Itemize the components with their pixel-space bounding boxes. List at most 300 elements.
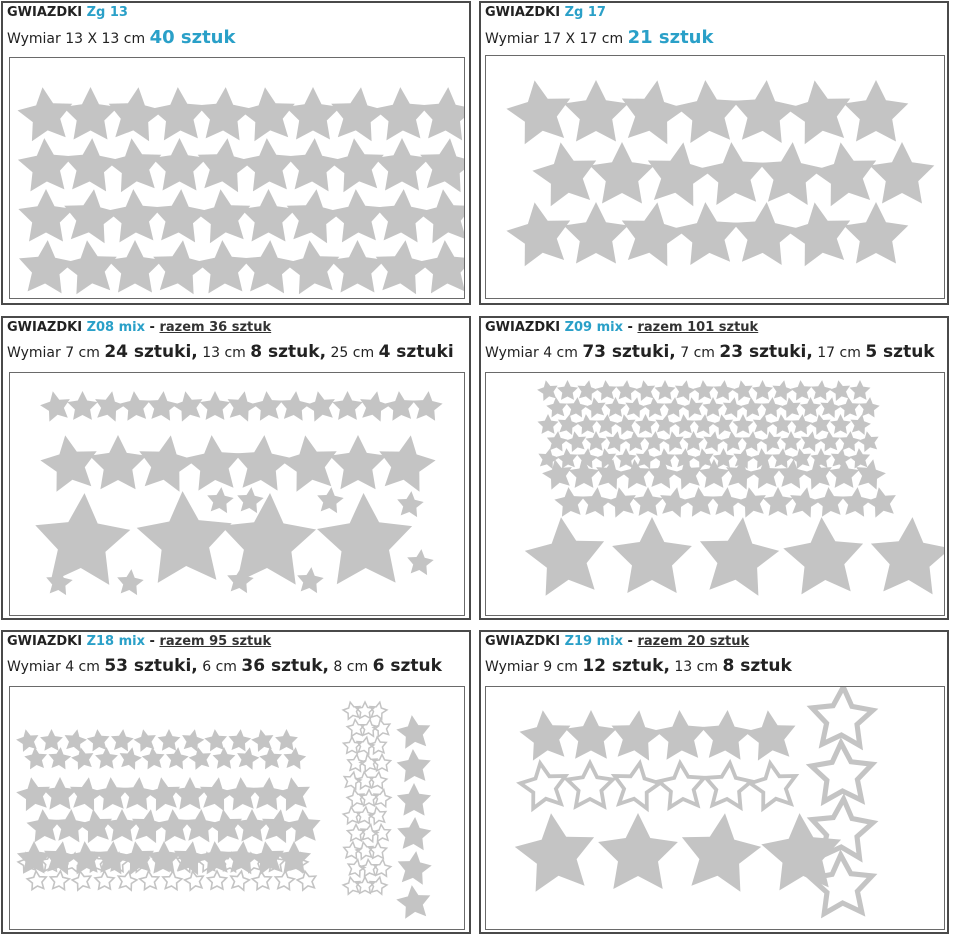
star-icon <box>525 517 604 595</box>
star-icon <box>420 87 465 140</box>
count-3: 4 sztuki <box>378 342 454 362</box>
star-icon <box>590 142 655 204</box>
star-icon <box>711 487 741 517</box>
star-outline-icon <box>567 763 613 806</box>
star-icon <box>701 710 752 760</box>
star-icon <box>682 813 761 891</box>
star-icon <box>829 459 859 488</box>
star-sheet-preview <box>9 57 465 299</box>
star-icon <box>360 391 390 421</box>
star-icon <box>635 414 656 434</box>
star-icon <box>242 240 297 293</box>
star-icon <box>158 729 181 751</box>
star-icon <box>763 487 793 516</box>
star-icon <box>759 142 824 205</box>
star-icon <box>605 397 626 417</box>
star-icon <box>506 80 570 144</box>
star-icon <box>18 189 73 242</box>
star-sheet-preview <box>485 55 945 299</box>
star-outline-icon <box>140 871 159 890</box>
star-outline-icon <box>95 871 114 889</box>
star-icon <box>684 487 714 517</box>
star-icon <box>841 487 871 517</box>
size-2: 13 cm <box>674 659 718 675</box>
star-icon <box>152 138 207 191</box>
star-icon <box>286 138 341 191</box>
star-sheet-svg <box>10 687 464 929</box>
panel-title <box>7 320 271 335</box>
star-icon <box>107 189 162 242</box>
star-icon <box>407 549 434 575</box>
star-outline-icon <box>356 702 373 718</box>
star-outline-icon <box>370 772 387 789</box>
star-icon <box>16 777 50 811</box>
title-separator: - <box>627 320 633 335</box>
total-count: razem 36 sztuk <box>159 320 272 335</box>
star-icon <box>870 142 935 204</box>
count-2: 8 sztuk, <box>250 342 327 362</box>
star-icon <box>612 710 663 760</box>
star-icon <box>564 202 629 264</box>
star-icon <box>275 729 298 751</box>
star-outline-icon <box>520 763 565 808</box>
star-icon <box>329 189 384 242</box>
star-icon <box>19 240 74 293</box>
star-icon <box>520 710 571 760</box>
size-3: 8 cm <box>333 659 369 675</box>
star-icon <box>564 80 629 142</box>
star-icon <box>771 414 792 434</box>
star-icon <box>844 202 909 264</box>
star-icon <box>675 202 740 265</box>
star-icon <box>166 747 189 769</box>
star-icon <box>78 809 112 843</box>
star-icon <box>648 142 712 206</box>
star-icon <box>35 493 130 585</box>
star-icon <box>297 567 324 593</box>
star-icon <box>237 747 259 770</box>
star-icon <box>850 414 871 435</box>
star-icon <box>606 431 627 452</box>
star-icon <box>107 240 162 293</box>
title-separator: - <box>627 634 633 649</box>
star-icon <box>196 240 251 293</box>
star-icon <box>139 435 195 491</box>
star-icon <box>237 487 264 513</box>
star-icon <box>622 202 686 266</box>
count-1: 12 sztuk, <box>582 656 670 676</box>
star-icon <box>636 448 657 469</box>
star-icon <box>700 517 779 595</box>
star-outline-icon <box>373 755 390 771</box>
star-icon <box>800 397 821 417</box>
star-icon <box>374 87 429 140</box>
star-icon <box>173 777 207 810</box>
star-icon <box>280 435 336 491</box>
star-outline-icon <box>356 877 373 893</box>
star-icon <box>581 487 611 517</box>
star-icon <box>153 240 208 294</box>
title-label: GWIAZDKI <box>485 634 561 649</box>
star-icon <box>786 80 850 144</box>
star-icon <box>329 138 384 192</box>
star-outline-icon <box>231 871 250 890</box>
star-icon <box>585 397 606 418</box>
title-label: GWIAZDKI <box>7 5 83 20</box>
star-outline-icon <box>812 799 873 858</box>
size-1: Wymiar 4 cm <box>485 345 578 361</box>
star-icon <box>598 813 678 889</box>
star-outline-icon <box>811 743 872 801</box>
title-label: GWIAZDKI <box>485 320 561 335</box>
star-icon <box>185 435 242 491</box>
star-icon <box>62 240 117 294</box>
star-icon <box>819 431 840 451</box>
total-count: razem 20 sztuk <box>637 634 750 649</box>
star-icon <box>27 809 61 842</box>
size-3: 25 cm <box>330 345 375 361</box>
star-icon <box>850 380 871 400</box>
star-icon <box>18 138 73 191</box>
panel-title <box>7 5 128 20</box>
star-icon <box>586 431 607 451</box>
star-icon <box>280 391 310 421</box>
panel-title <box>485 634 749 649</box>
star-icon <box>109 87 164 141</box>
product-panel-z09 <box>479 316 949 620</box>
star-outline-icon <box>360 790 377 806</box>
star-icon <box>379 435 435 491</box>
star-icon <box>812 142 876 206</box>
star-sheet-preview <box>9 686 465 930</box>
star-icon <box>693 448 714 469</box>
star-outline-icon <box>348 755 365 772</box>
star-icon <box>781 431 802 451</box>
star-icon <box>142 747 165 769</box>
total-count: razem 101 sztuk <box>637 320 759 335</box>
star-icon <box>674 414 695 434</box>
star-icon <box>105 809 139 842</box>
star-icon <box>197 87 252 140</box>
star-icon <box>287 809 321 842</box>
product-code: Z09 mix <box>564 320 624 335</box>
star-icon <box>317 487 344 513</box>
star-icon <box>418 240 464 293</box>
star-icon <box>644 397 665 417</box>
title-label: GWIAZDKI <box>7 634 83 649</box>
panel-title <box>7 634 271 649</box>
star-icon <box>733 202 798 265</box>
size-1: Wymiar 9 cm <box>485 659 578 675</box>
star-icon <box>200 391 230 420</box>
star-icon <box>565 710 616 759</box>
star-icon <box>396 715 430 749</box>
star-icon <box>786 202 850 266</box>
star-icon <box>182 729 204 752</box>
star-icon <box>576 414 597 434</box>
star-icon <box>120 391 150 421</box>
title-label: GWIAZDKI <box>7 320 83 335</box>
star-outline-icon <box>72 871 91 890</box>
star-icon <box>207 487 234 513</box>
star-sheet-svg <box>486 687 944 929</box>
star-icon <box>791 380 812 400</box>
star-icon <box>43 777 77 810</box>
star-icon <box>622 80 686 144</box>
star-icon <box>330 240 385 293</box>
product-panel-z18 <box>1 630 471 934</box>
count-1: 53 sztuki, <box>104 656 198 676</box>
panel-dimensions <box>485 656 792 676</box>
panel-dimensions <box>7 342 454 362</box>
title-label: GWIAZDKI <box>485 5 561 20</box>
star-icon <box>331 87 386 141</box>
count-1: 24 sztuki, <box>104 342 198 362</box>
star-icon <box>40 435 96 491</box>
star-icon <box>397 491 424 517</box>
product-code: Z19 mix <box>564 634 624 649</box>
star-icon <box>374 138 429 191</box>
star-outline-icon <box>370 877 387 894</box>
product-code: Z18 mix <box>86 634 146 649</box>
star-icon <box>147 391 177 421</box>
star-icon <box>213 747 236 769</box>
star-icon <box>683 431 704 451</box>
star-icon <box>64 138 119 191</box>
star-sheet-preview <box>485 686 945 930</box>
star-icon <box>420 138 464 192</box>
star-outline-icon <box>347 790 364 807</box>
star-outline-icon <box>369 842 386 858</box>
star-icon <box>396 885 430 919</box>
star-outline-icon <box>357 807 374 824</box>
star-icon <box>189 747 211 770</box>
star-icon <box>616 380 637 400</box>
star-icon <box>722 431 743 451</box>
star-icon <box>811 380 832 400</box>
star-icon <box>694 414 715 434</box>
star-icon <box>790 487 820 517</box>
star-sheet-svg <box>10 373 464 615</box>
star-icon <box>745 710 796 760</box>
star-outline-icon <box>360 860 377 877</box>
star-icon <box>63 87 118 140</box>
star-icon <box>241 189 296 242</box>
star-icon <box>305 391 335 421</box>
star-icon <box>107 138 162 192</box>
star-icon <box>633 487 663 516</box>
product-panel-z08 <box>1 316 471 620</box>
star-sheet-preview <box>9 372 465 616</box>
star-icon <box>557 448 578 468</box>
star-icon <box>532 142 596 206</box>
dims-label: Wymiar 13 X 13 cm <box>7 31 146 47</box>
star-sheet-svg <box>486 373 944 615</box>
star-icon <box>732 380 753 401</box>
title-separator: - <box>149 320 155 335</box>
star-icon <box>566 431 587 452</box>
star-icon <box>375 189 430 242</box>
star-icon <box>577 448 598 468</box>
star-outline-icon <box>356 772 373 789</box>
star-icon <box>612 517 692 593</box>
star-icon <box>810 414 831 435</box>
count-2: 8 sztuk <box>722 656 792 676</box>
star-icon <box>726 459 756 489</box>
star-icon <box>703 431 724 452</box>
star-icon <box>703 397 724 417</box>
star-outline-icon <box>373 825 390 842</box>
count-2: 23 sztuki, <box>719 342 813 362</box>
star-icon <box>285 87 340 140</box>
star-outline-icon <box>361 720 378 737</box>
star-outline-icon <box>297 871 316 890</box>
product-panel-zg17 <box>479 1 949 305</box>
star-icon <box>814 487 844 517</box>
star-outline-icon <box>343 702 360 719</box>
product-code: Zg 17 <box>564 5 606 20</box>
star-icon <box>418 189 464 243</box>
star-sheet-svg <box>486 56 944 298</box>
star-outline-icon <box>163 871 182 890</box>
star-icon <box>95 747 118 769</box>
star-icon <box>221 493 316 585</box>
star-icon <box>196 189 251 243</box>
star-icon <box>557 380 578 400</box>
star-icon <box>252 391 282 421</box>
star-icon <box>538 414 559 434</box>
star-icon <box>635 380 656 401</box>
star-icon <box>153 189 208 242</box>
star-icon <box>752 380 773 400</box>
panel-dimensions <box>7 27 235 48</box>
star-icon <box>95 391 125 421</box>
size-2: 6 cm <box>202 659 237 675</box>
star-icon <box>733 80 798 143</box>
star-outline-icon <box>344 842 361 859</box>
star-icon <box>537 380 558 401</box>
star-icon <box>120 747 142 770</box>
star-icon <box>398 851 432 885</box>
dims-label: Wymiar 17 X 17 cm <box>485 31 624 47</box>
star-icon <box>780 397 801 418</box>
star-icon <box>64 189 119 243</box>
star-icon <box>111 729 134 751</box>
star-icon <box>546 397 567 417</box>
piece-count: 21 sztuk <box>627 27 714 48</box>
star-icon <box>397 749 431 782</box>
star-icon <box>234 435 291 491</box>
star-icon <box>515 813 594 891</box>
star-icon <box>287 189 342 243</box>
star-icon <box>412 391 442 421</box>
star-sheet-preview <box>485 372 945 616</box>
size-2: 7 cm <box>680 345 715 361</box>
panel-title <box>485 5 606 20</box>
star-icon <box>713 380 734 400</box>
star-icon <box>198 138 253 192</box>
star-icon <box>675 380 696 401</box>
star-icon <box>844 80 909 142</box>
star-outline-icon <box>750 763 795 808</box>
star-icon <box>791 414 812 434</box>
product-panel-z19 <box>479 630 949 934</box>
star-icon <box>761 431 782 452</box>
star-icon <box>95 777 129 810</box>
star-icon <box>675 80 740 143</box>
star-icon <box>596 414 617 434</box>
star-outline-icon <box>275 871 294 890</box>
star-icon <box>830 380 851 401</box>
star-icon <box>655 380 676 400</box>
star-icon <box>284 747 307 769</box>
star-icon <box>71 747 93 770</box>
star-icon <box>229 729 252 751</box>
star-outline-icon <box>343 737 360 753</box>
star-icon <box>736 487 766 517</box>
star-icon <box>801 431 822 452</box>
star-icon <box>753 414 774 435</box>
count-1: 73 sztuki, <box>582 342 676 362</box>
star-icon <box>624 431 645 451</box>
star-icon <box>151 87 206 140</box>
star-icon <box>723 397 744 418</box>
star-icon <box>615 414 636 435</box>
star-icon <box>397 783 431 816</box>
star-outline-icon <box>659 763 705 807</box>
star-icon <box>558 414 579 435</box>
star-icon <box>146 777 180 811</box>
star-icon <box>830 414 851 434</box>
star-icon <box>157 809 191 842</box>
star-icon <box>240 138 295 191</box>
title-separator: - <box>149 634 155 649</box>
star-icon <box>90 435 147 489</box>
star-outline-icon <box>185 871 204 890</box>
star-outline-icon <box>374 860 391 877</box>
star-icon <box>701 142 766 205</box>
star-icon <box>839 397 860 417</box>
star-icon <box>849 448 870 468</box>
star-outline-icon <box>374 790 391 807</box>
panel-dimensions <box>485 27 713 48</box>
star-icon <box>713 414 734 435</box>
star-outline-icon <box>343 877 360 894</box>
product-code: Z08 mix <box>86 320 146 335</box>
total-count: razem 95 sztuk <box>159 634 272 649</box>
star-outline-icon <box>706 763 752 807</box>
size-1: Wymiar 7 cm <box>7 345 100 361</box>
star-icon <box>871 517 944 594</box>
star-icon <box>772 448 793 468</box>
star-icon <box>672 459 702 489</box>
size-3: 17 cm <box>817 345 861 361</box>
star-icon <box>655 414 676 435</box>
star-icon <box>208 809 242 843</box>
size-1: Wymiar 4 cm <box>7 659 100 675</box>
size-2: 13 cm <box>202 345 246 361</box>
star-icon <box>596 380 617 400</box>
star-icon <box>733 414 754 434</box>
product-panel-zg13 <box>1 1 471 305</box>
star-outline-icon <box>347 720 364 737</box>
star-icon <box>663 431 684 452</box>
star-sheet-svg <box>10 58 464 298</box>
star-icon <box>772 380 793 401</box>
count-3: 6 sztuk <box>372 656 442 676</box>
star-icon <box>858 431 879 452</box>
star-icon <box>683 397 704 418</box>
